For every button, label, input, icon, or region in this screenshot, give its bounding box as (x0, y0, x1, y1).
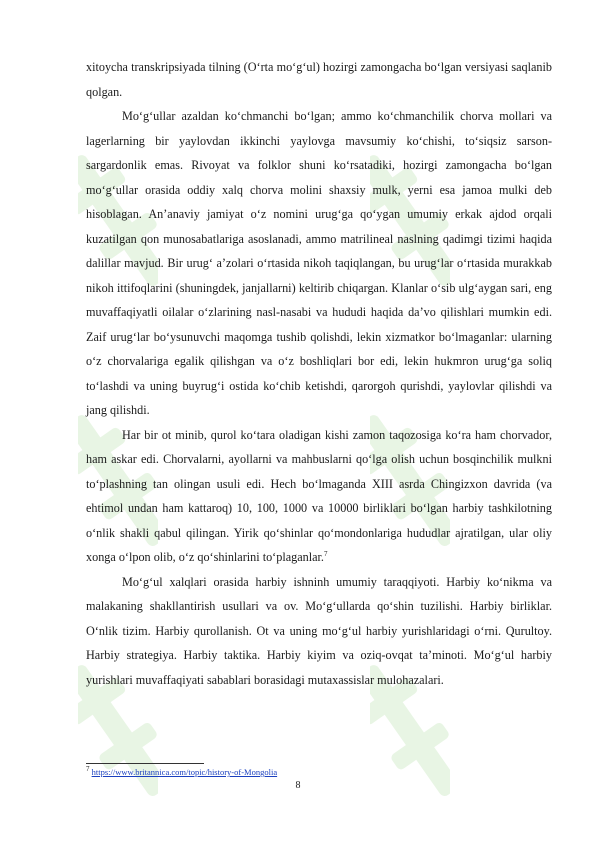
footnote (86, 766, 277, 778)
paragraph-2: Mo‘g‘ullar azaldan ko‘chmanchi bo‘lgan; ammo ko‘chmanchilik chorva mollari va lagerlarning bir yaylovdan ikkinchi yaylovga mavsumiy ko‘chishi, to‘siqsiz sarson-sargardonlik emas. Rivoyat va folklor shuni ko‘rsatadiki, hozirgi zamongacha bo‘lgan mo‘g‘ullar orasida oddiy xalq chorva molini shaxsiy mulk, yerni esa jamoa mulki deb hisoblagan. An’anaviy jamiyat o‘z nomini urug‘ga qo‘ygan umumiy erkak ajdod orqali kuzatilgan qon munosabatlariga asoslanadi, ammo matrilineal naslning qadimgi tizimi haqida dalillar mavjud. Bir urug‘ a’zolari o‘rtasida nikoh taqiqlangan, bu urug‘lar o‘rtasida murakkab nikoh ittifoqlarini (shuningdek, janjallarni) keltirib chiqargan. Klanlar o‘sib ulg‘aygan sari, eng muvaffaqiyatli oilalar o‘zlarining nasl-nasabi va hududi haqida da’vo qilishlari mumkin edi. Zaif urug‘lar bo‘ysunuvchi maqomga tushib qolishdi, lekin xizmatkor bo‘lmaganlar: ularning o‘z chorvalariga egalik qilishgan va o‘z boshliqlari bor edi, lekin hukmron urug‘ga soliq to‘lashdi va uning buyrug‘i ostida ko‘chib ketishdi, qarorgoh qurishdi, yaylovlar qilishdi va jang qilishdi. (86, 109, 552, 417)
footnote-number: 7 (86, 765, 90, 774)
page-number: 8 (295, 780, 301, 791)
paragraph-3 (86, 423, 552, 570)
paragraph-4: Mo‘g‘ul xalqlari orasida harbiy ishninh umumiy taraqqiyoti. Harbiy ko‘nikma va malakaning shakllantirish usullari va ov. Mo‘g‘ullarda qo‘shin tuzilishi. Harbiy birliklar. O‘nlik tizim. Harbiy qurollanish. Ot va uning mo‘g‘ul harbiy yurishlaridagi o‘rni. Qurultoy. Harbiy strategiya. Harbiy taktika. Harbiy kiyim va oziq-ovqat ta’minoti. Mo‘g‘ul harbiy yurishlari muvaffaqiyati sabablari borasidagi mutaxassislar mulohazalari. (86, 574, 552, 687)
footnote-link[interactable]: https://www.britannica.com/topic/history-of-Mongolia (91, 767, 278, 777)
footnote-separator (86, 763, 204, 764)
paragraph-3-text: Har bir ot minib, qurol ko‘tara oladigan kishi zamon taqozosiga ko‘ra ham chorvador, ham askar edi. Chorvalarni, ayollarni va mahbuslarni qo‘lga olish uchun bosqinchilik mulkni to‘plashning tan olingan usuli edi. Hech bo‘lmaganda XIII asrda Chingizxon davrida (va ehtimol undan ham kattaroq) 10, 100, 1000 va 10000 birliklari bo‘lgan harbiy tashkilotning o‘nlik shakli qabul qilingan. Yirik qo‘shinlar qo‘mondonlariga hududlar ajratilgan, ular oliy xonga o‘lpon olib, o‘z qo‘shinlarini to‘plaganlar. (86, 427, 552, 564)
paragraph-1: xitoycha transkripsiyada tilning (O‘rta mo‘g‘ul) hozirgi zamongacha bo‘lgan versiyasi saqlanib qolgan. (86, 60, 552, 99)
footnote-reference: 7 (323, 549, 328, 558)
page-body (86, 55, 552, 692)
